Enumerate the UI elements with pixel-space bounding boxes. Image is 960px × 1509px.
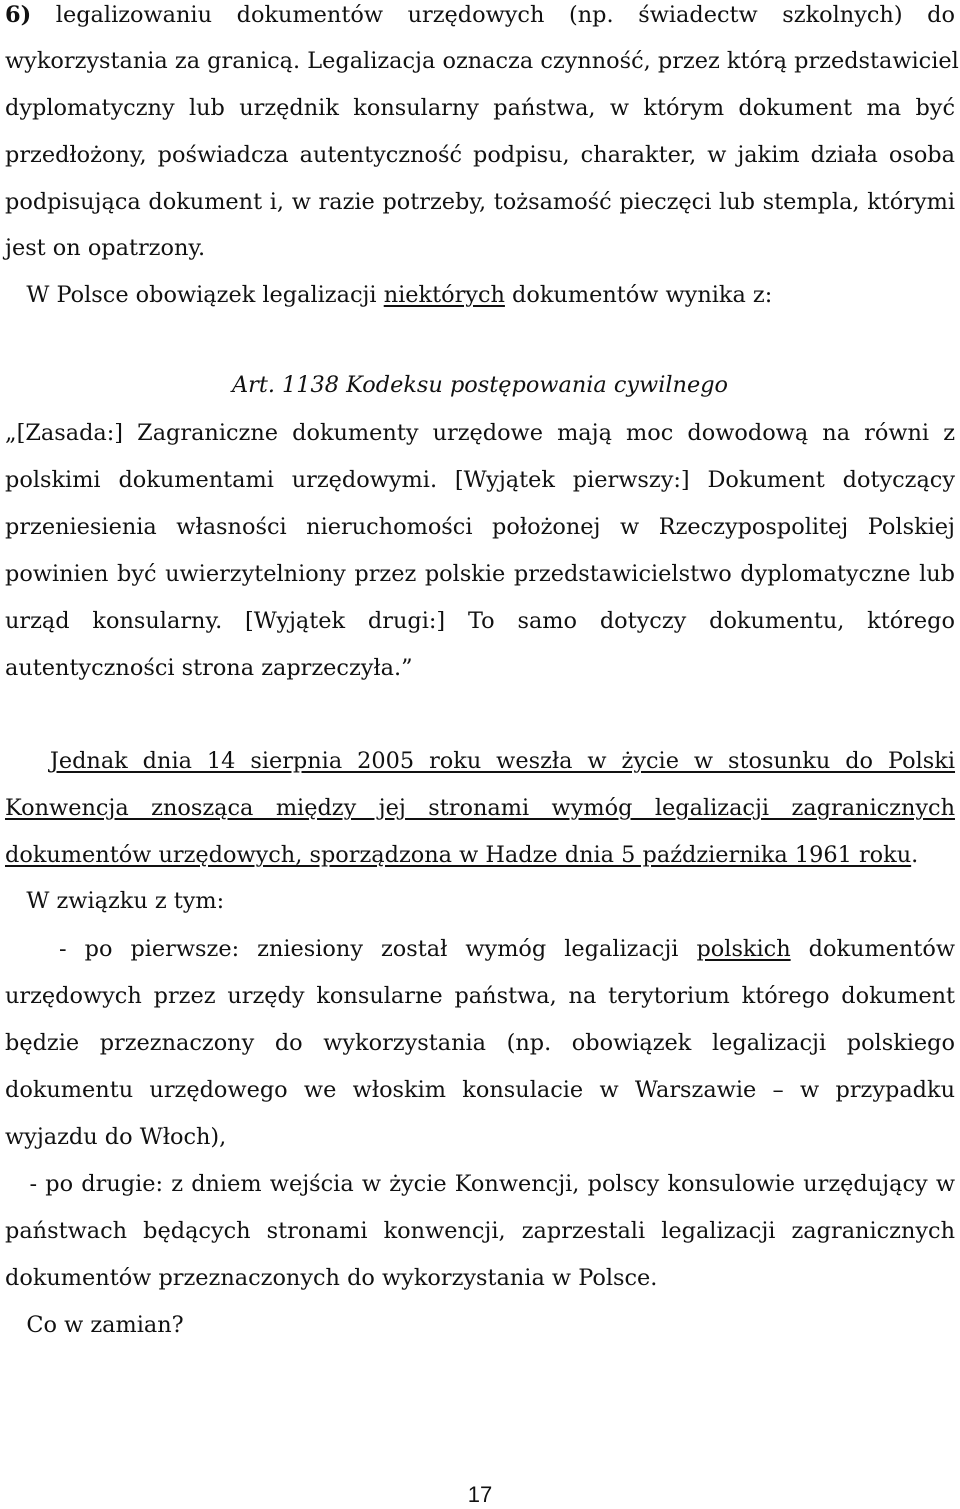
text-segment: - po drugie: z dniem wejścia w życie Konwencji, polscy konsulowie urzędujący w <box>5 1171 955 1197</box>
text-line <box>5 93 955 123</box>
text-line <box>5 1122 955 1152</box>
text-line <box>5 746 955 776</box>
text-line <box>5 187 955 217</box>
text-segment: Art. 1138 Kodeksu postępowania cywilnego <box>231 372 729 398</box>
text-segment: W związku z tym: <box>5 888 225 914</box>
text-line <box>5 1028 955 1058</box>
text-segment: dokumentów <box>790 936 955 962</box>
text-line <box>5 840 955 870</box>
text-segment <box>5 748 50 774</box>
text-line <box>5 46 959 76</box>
text-segment: autentyczności strona zaprzeczyła.” <box>5 655 413 681</box>
underlined-text: Jednak dnia 14 sierpnia 2005 roku weszła w życie w stosunku do Polski <box>49 748 956 774</box>
text-segment: polskimi dokumentami urzędowymi. [Wyjątek pierwszy:] Dokument dotyczący <box>5 467 955 493</box>
text-segment: dokumentu urzędowego we włoskim konsulacie w Warszawie – w przypadku <box>5 1077 955 1103</box>
text-line <box>5 512 955 542</box>
text-line <box>5 280 955 310</box>
text-line <box>5 981 955 1011</box>
text-segment: legalizowaniu dokumentów urzędowych (np. świadectw szkolnych) do <box>31 2 955 28</box>
text-segment: jest on opatrzony. <box>5 235 206 261</box>
text-line <box>5 886 955 916</box>
text-segment: W Polsce obowiązek legalizacji <box>5 282 384 308</box>
underlined-text: dokumentów urzędowych, sporządzona w Hadze dnia 5 października 1961 roku <box>5 842 912 868</box>
page-number: 17 <box>467 1482 493 1507</box>
text-segment: wykorzystania za granicą. Legalizacja oznacza czynność, przez którą przedstawiciel <box>5 48 959 74</box>
text-segment: dyplomatyczny lub urzędnik konsularny państwa, w którym dokument ma być <box>5 95 955 121</box>
text-segment: urząd konsularny. [Wyjątek drugi:] To samo dotyczy dokumentu, którego <box>5 608 955 634</box>
text-line <box>5 1169 955 1199</box>
text-segment: Co w zamian? <box>5 1312 184 1338</box>
text-line <box>5 140 955 170</box>
text-segment: . <box>911 842 919 868</box>
text-line <box>5 1310 955 1340</box>
text-segment: powinien być uwierzytelniony przez polskie przedstawicielstwo dyplomatyczne lub <box>5 561 955 587</box>
text-line <box>5 465 955 495</box>
underlined-text: polskich <box>696 936 791 962</box>
text-segment: będzie przeznaczony do wykorzystania (np. obowiązek legalizacji polskiego <box>5 1030 955 1056</box>
text-segment: przeniesienia własności nieruchomości położonej w Rzeczypospolitej Polskiej <box>5 514 955 540</box>
text-segment: „[Zasada:] Zagraniczne dokumenty urzędowe mają moc dowodową na równi z <box>5 420 955 446</box>
item-number: 6) <box>5 2 32 28</box>
text-line <box>5 559 955 589</box>
text-line <box>5 233 955 263</box>
text-segment: przedłożony, poświadcza autentyczność podpisu, charakter, w jakim działa osoba <box>5 142 955 168</box>
text-line <box>5 418 955 448</box>
article-heading <box>5 370 955 400</box>
underlined-text: Konwencja znosząca między jej stronami wymóg legalizacji zagranicznych <box>5 795 955 821</box>
text-segment: urzędowych przez urzędy konsularne państwa, na terytorium którego dokument <box>5 983 955 1009</box>
text-segment: dokumentów przeznaczonych do wykorzystania w Polsce. <box>5 1265 658 1291</box>
text-line <box>5 0 955 30</box>
text-line <box>5 606 955 636</box>
text-segment: państwach będących stronami konwencji, zaprzestali legalizacji zagranicznych <box>5 1218 955 1244</box>
text-line <box>5 934 955 964</box>
text-line <box>5 793 955 823</box>
text-line <box>5 1216 955 1246</box>
text-line <box>5 653 955 683</box>
text-line <box>5 1075 955 1105</box>
text-line <box>5 1263 955 1293</box>
text-segment: wyjazdu do Włoch), <box>5 1124 227 1150</box>
text-segment: podpisująca dokument i, w razie potrzeby, tożsamość pieczęci lub stempla, którymi <box>5 189 955 215</box>
text-segment: dokumentów wynika z: <box>504 282 773 308</box>
underlined-text: niektórych <box>383 282 505 308</box>
text-segment: - po pierwsze: zniesiony został wymóg legalizacji <box>5 936 697 962</box>
